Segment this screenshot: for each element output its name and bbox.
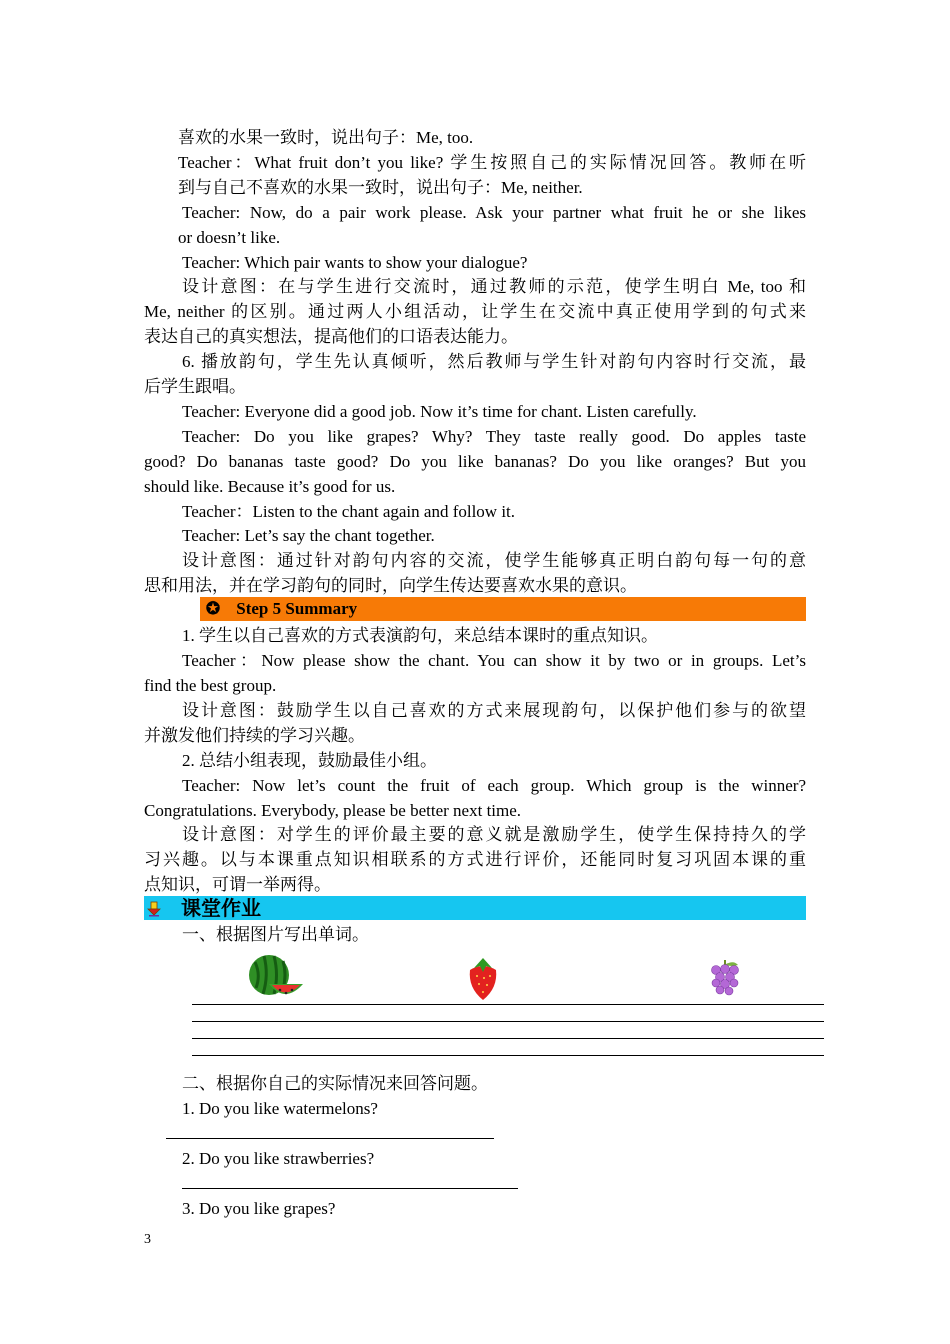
answer-line[interactable] xyxy=(192,1021,824,1022)
text-line: Teacher: Now let’s count the fruit of each group. Which group is the winner? xyxy=(182,776,806,795)
text-line: 后学生跟唱。 xyxy=(144,377,246,396)
question-2: 2. Do you like strawberries? xyxy=(182,1149,375,1168)
download-arrow-icon xyxy=(146,899,162,915)
strawberry-icon xyxy=(464,954,502,1002)
text-line: 习兴趣。以与本课重点知识相联系的方式进行评价，还能同时复习巩固本课的重 xyxy=(144,850,806,869)
text-line: Teacher: Do you like grapes? Why? They taste really good. Do apples taste xyxy=(182,427,806,446)
homework-heading xyxy=(144,896,806,920)
text-line: or doesn’t like. xyxy=(178,228,281,247)
text-line: Me, neither 的区别。通过两人小组活动，让学生在交流中真正使用学到的句式来 xyxy=(144,302,806,321)
text-line: Teacher：What fruit don’t you like? 学生按照自己的实际情况回答。教师在听 xyxy=(178,153,806,172)
step5-title: Step 5 Summary xyxy=(236,599,358,618)
text-line: 2. 总结小组表现，鼓励最佳小组。 xyxy=(182,751,437,770)
text-line: Teacher：Now please show the chant. You can show it by two or in groups. Let’s xyxy=(182,651,806,670)
exercise-two-heading: 二、根据你自己的实际情况来回答问题。 xyxy=(182,1074,488,1093)
text-line: Teacher: Everyone did a good job. Now it’s time for chant. Listen carefully. xyxy=(182,402,697,421)
answer-line[interactable] xyxy=(166,1138,494,1139)
grapes-icon xyxy=(708,958,742,996)
answer-line[interactable] xyxy=(192,1055,824,1056)
text-line: Teacher：Listen to the chant again and follow it. xyxy=(182,502,516,521)
text-line: 6. 播放韵句，学生先认真倾听，然后教师与学生针对韵句内容时行交流，最 xyxy=(182,352,806,371)
text-line: Teacher: Now, do a pair work please. Ask your partner what fruit he or she likes xyxy=(182,203,806,222)
star-circle-icon: ✪ xyxy=(205,599,221,618)
text-line: 喜欢的水果一致时，说出句子：Me, too. xyxy=(178,128,474,147)
text-line: 设计意图：在与学生进行交流时，通过教师的示范，使学生明白 Me, too 和 xyxy=(182,277,806,296)
watermelon-icon xyxy=(247,952,305,1002)
text-line: 1. 学生以自己喜欢的方式表演韵句，来总结本课时的重点知识。 xyxy=(182,626,658,645)
text-line: 设计意图：通过针对韵句内容的交流，使学生能够真正明白韵句每一句的意 xyxy=(182,551,806,570)
homework-title: 课堂作业 xyxy=(181,896,261,920)
text-line: Teacher: Let’s say the chant together. xyxy=(182,526,435,545)
text-line: 设计意图：鼓励学生以自己喜欢的方式来展现韵句，以保护他们参与的欲望 xyxy=(182,701,806,720)
text-line: 表达自己的真实想法，提高他们的口语表达能力。 xyxy=(144,327,518,346)
question-1: 1. Do you like watermelons? xyxy=(182,1099,378,1118)
text-line: 思和用法，并在学习韵句的同时，向学生传达要喜欢水果的意识。 xyxy=(144,576,637,595)
text-line: find the best group. xyxy=(144,676,277,695)
text-line: 点知识，可谓一举两得。 xyxy=(144,875,331,894)
answer-line[interactable] xyxy=(182,1188,518,1189)
page-number: 3 xyxy=(144,1232,151,1247)
text-line: 设计意图：对学生的评价最主要的意义就是激励学生，使学生保持持久的学 xyxy=(182,825,806,844)
text-line: good? Do bananas taste good? Do you like bananas? Do you like oranges? But you xyxy=(144,452,806,471)
text-line: Congratulations. Everybody, please be better next time. xyxy=(144,801,522,820)
text-line: 到与自己不喜欢的水果一致时，说出句子：Me, neither. xyxy=(178,178,583,197)
step5-heading xyxy=(200,597,806,621)
text-line: should like. Because it’s good for us. xyxy=(144,477,396,496)
question-3: 3. Do you like grapes? xyxy=(182,1199,336,1218)
text-line: Teacher: Which pair wants to show your dialogue? xyxy=(182,253,528,272)
exercise-one-heading: 一、根据图片写出单词。 xyxy=(182,925,369,944)
answer-line[interactable] xyxy=(192,1004,824,1005)
text-line: 并激发他们持续的学习兴趣。 xyxy=(144,726,365,745)
answer-line[interactable] xyxy=(192,1038,824,1039)
